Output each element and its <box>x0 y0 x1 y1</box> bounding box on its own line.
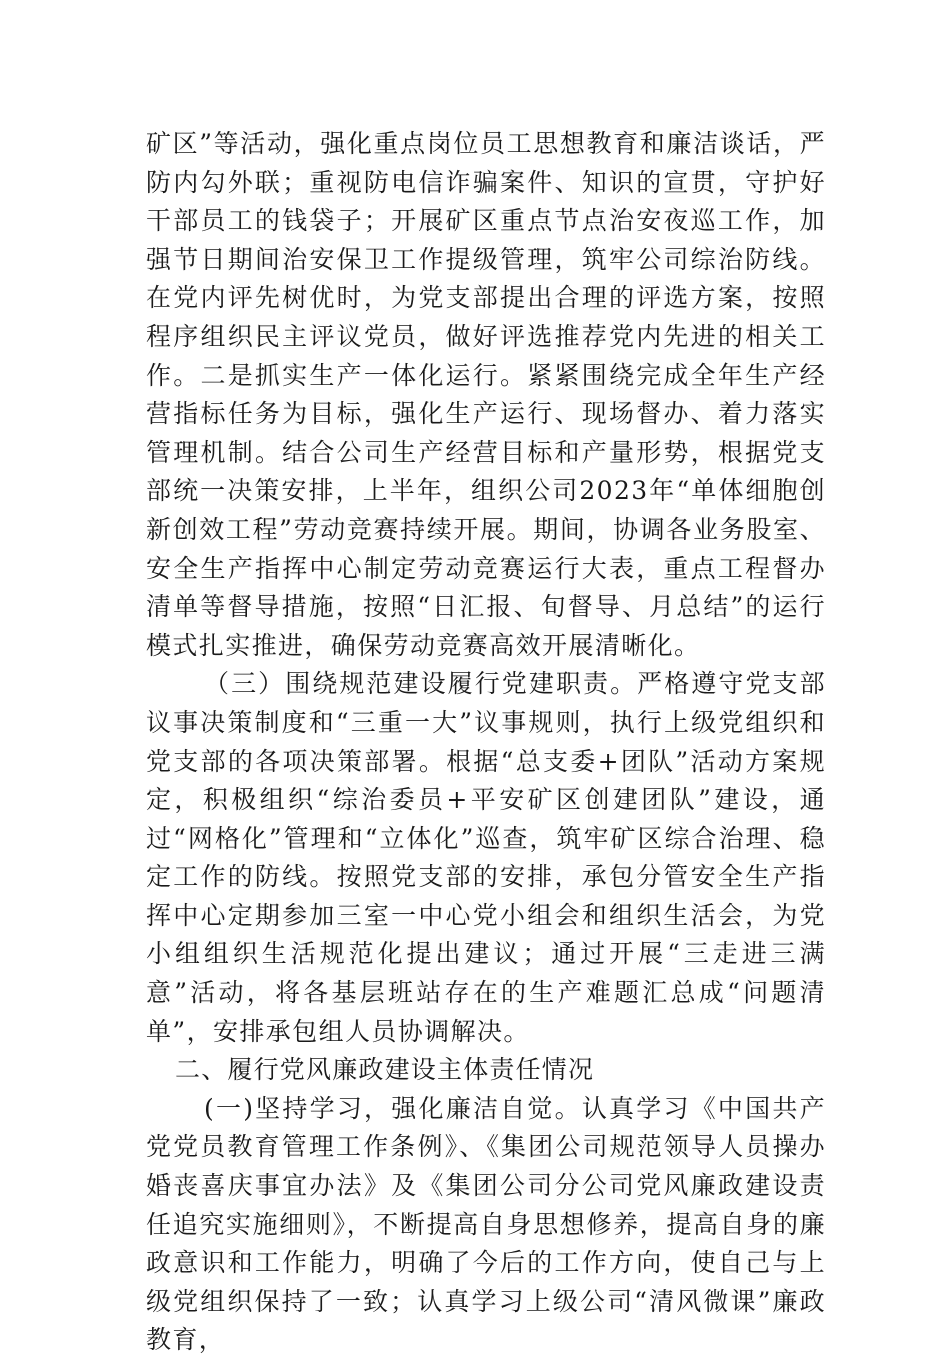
paragraph-continuation: 矿区”等活动，强化重点岗位员工思想教育和廉洁谈话，严防内勾外联；重视防电信诈骗案件、知识的宣贯，守护好干部员工的钱袋子；开展矿区重点节点治安夜巡工作，加强节日期间治安保卫工作提级管理，筑牢公司综治防线。在党内评先树优时，为党支部提出合理的评选方案，按照程序组织民主评议党员，做好评选推荐党内先进的相关工作。二是抓实生产一体化运行。紧紧围绕完成全年生产经营指标任务为目标，强化生产运行、现场督办、着力落实管理机制。结合公司生产经营目标和产量形势，根据党支部统一决策安排，上半年，组织公司2023年“单体细胞创新创效工程”劳动竞赛持续开展。期间，协调各业务股室、安全生产指挥中心制定劳动竞赛运行大表，重点工程督办清单等督导措施，按照“日汇报、旬督导、月总结”的运行模式扎实推进，确保劳动竞赛高效开展清晰化。 <box>146 129 826 660</box>
paragraph-study-integrity: (一)坚持学习，强化廉洁自觉。认真学习《中国共产党党员教育管理工作条例》、《集团公司规范领导人员操办婚丧喜庆事宜办法》及《集团公司分公司党风廉政建设责任追究实施细则》，不断提高自身思想修养，提高自身的廉政意识和工作能力，明确了今后的工作方向，使自己与上级党组织保持了一致；认真学习上级公司“清风微课”廉政教育， <box>146 1093 826 1355</box>
document-body <box>146 125 826 1360</box>
paragraph-party-building-duties: （三）围绕规范建设履行党建职责。严格遵守党支部议事决策制度和“三重一大”议事规则，执行上级党组织和党支部的各项决策部署。根据“总支委+团队”活动方案规定，积极组织“综治委员+平安矿区创建团队”建设，通过“网格化”管理和“立体化”巡查，筑牢矿区综合治理、稳定工作的防线。按照党支部的安排，承包分管安全生产指挥中心定期参加三室一中心党小组会和组织生活会，为党小组组织生活规范化提出建议；通过开展“三走进三满意”活动，将各基层班站存在的生产难题汇总成“问题清单”，安排承包组人员协调解决。 <box>146 669 826 1046</box>
section-heading: 二、履行党风廉政建设主体责任情况 <box>175 1055 595 1085</box>
